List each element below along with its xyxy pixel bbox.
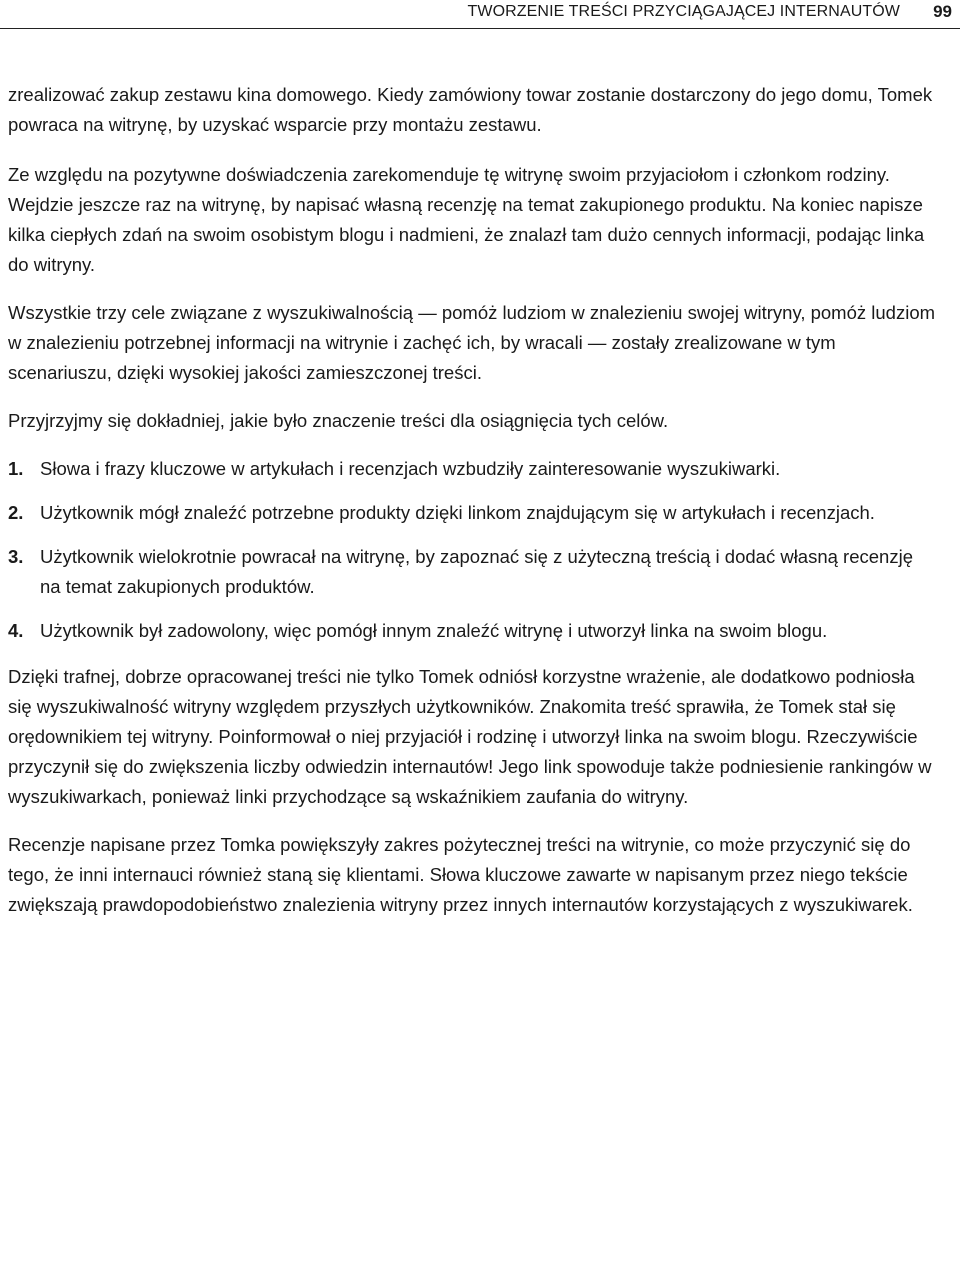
list-item-text: Słowa i frazy kluczowe w artykułach i recenzjach wzbudziły zainteresowanie wyszukiwarki. <box>40 458 781 479</box>
list-item-number: 2. <box>8 502 24 523</box>
running-header <box>0 0 960 29</box>
list-item <box>8 498 938 528</box>
list-item-number: 4. <box>8 620 24 641</box>
paragraph: Ze względu na pozytywne doświadczenia zarekomenduje tę witrynę swoim przyjaciołom i członkom rodziny. Wejdzie jeszcze raz na witrynę, by napisać własną recenzję na temat zakupionego produktu. Na koniec napisze kilka ciepłych zdań na swoim osobistym blogu i nadmieni, że znalazł tam dużo cennych informacji, podając linka do witryny. <box>8 164 925 275</box>
list-item <box>8 542 938 602</box>
paragraph: Wszystkie trzy cele związane z wyszukiwalnością — pomóż ludziom w znalezieniu swojej witryny, pomóż ludziom w znalezieniu potrzebnej informacji na witrynie i zachęć ich, by wracali — zostały zrealizowane w tym scenariuszu, dzięki wysokiej jakości zamieszczonej treści. <box>8 302 936 383</box>
numbered-list <box>8 454 938 646</box>
list-item-number: 3. <box>8 546 24 567</box>
list-item <box>8 616 938 646</box>
chapter-title: TWORZENIE TREŚCI PRZYCIĄGAJĄCEJ INTERNAUTÓW <box>467 3 900 20</box>
list-item-number: 1. <box>8 458 24 479</box>
list-item-text: Użytkownik wielokrotnie powracał na witrynę, by zapoznać się z użyteczną treścią i dodać własną recenzję na temat zakupionych produktów. <box>40 546 913 597</box>
paragraph: zrealizować zakup zestawu kina domowego. Kiedy zamówiony towar zostanie dostarczony do jego domu, Tomek powraca na witrynę, by uzyskać wsparcie przy montażu zestawu. <box>8 84 933 135</box>
paragraph: Dzięki trafnej, dobrze opracowanej treści nie tylko Tomek odniósł korzystne wrażenie, ale dodatkowo podniosła się wyszukiwalność witryny względem przyszłych użytkowników. Znakomita treść sprawiła, że Tomek stał się orędownikiem tej witryny. Poinformował o niej przyjaciół i rodzinę i utworzył linka na swoim blogu. Rzeczywiście przyczynił się do zwiększenia liczby odwiedzin internautów! Jego link spowoduje także podniesienie rankingów w wyszukiwarkach, ponieważ linki przychodzące są wskaźnikiem zaufania do witryny. <box>8 666 932 807</box>
page-number: 99 <box>933 2 952 21</box>
list-item-text: Użytkownik był zadowolony, więc pomógł innym znaleźć witrynę i utworzył linka na swoim blogu. <box>40 620 828 641</box>
body-text <box>8 80 938 938</box>
list-item-text: Użytkownik mógł znaleźć potrzebne produkty dzięki linkom znajdującym się w artykułach i recenzjach. <box>40 502 875 523</box>
list-item <box>8 454 938 484</box>
paragraph: Recenzje napisane przez Tomka powiększyły zakres pożytecznej treści na witrynie, co może przyczynić się do tego, że inni internauci również staną się klientami. Słowa kluczowe zawarte w napisanym przez niego tekście zwiększają prawdopodobieństwo znalezienia witryny przez innych internautów korzystających z wyszukiwarek. <box>8 834 913 915</box>
paragraph: Przyjrzyjmy się dokładniej, jakie było znaczenie treści dla osiągnięcia tych celów. <box>8 410 669 431</box>
